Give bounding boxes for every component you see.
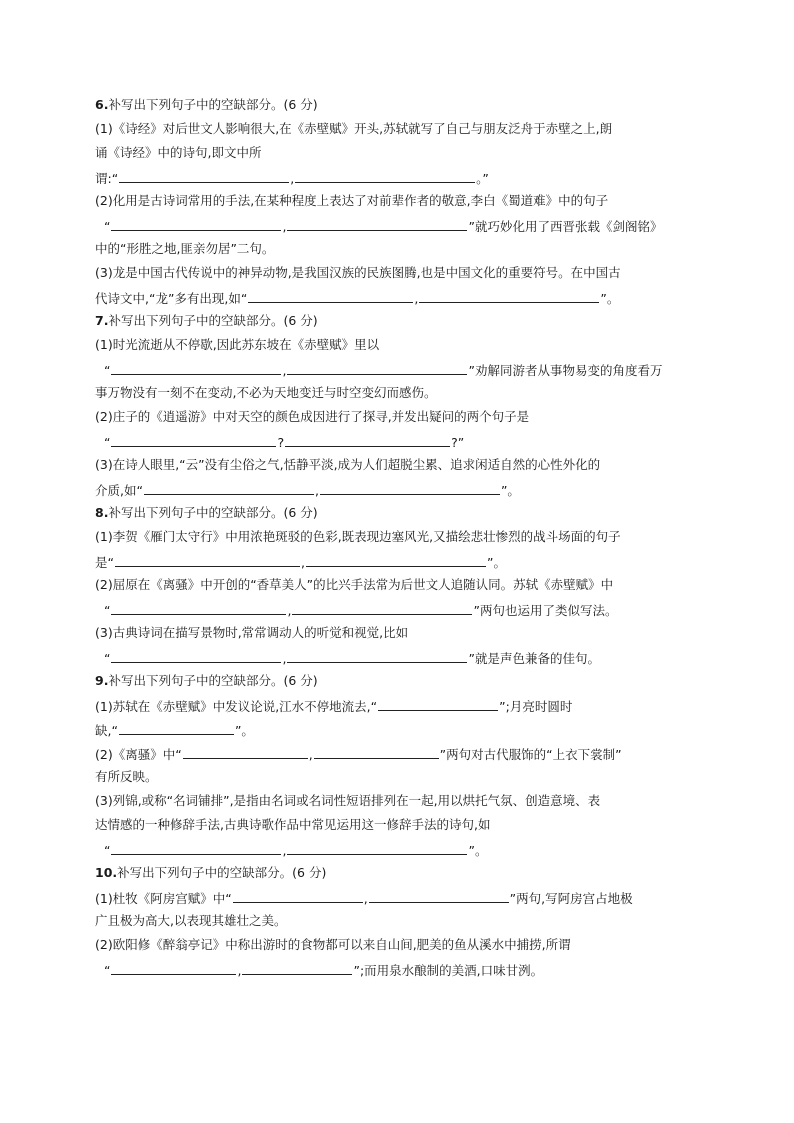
answer-blank[interactable]	[111, 601, 286, 615]
text: 中的“形胜之地,匪亲勿居”二句。	[95, 241, 275, 256]
text: (3)古典诗词在描写景物时,常常调动人的听觉和视觉,比如	[95, 625, 409, 640]
answer-blank[interactable]	[242, 961, 352, 975]
q7-item3-line1	[95, 457, 705, 481]
question-number: 9.	[95, 673, 109, 688]
text: ?”	[451, 435, 465, 450]
text: “	[104, 603, 111, 618]
answer-blank[interactable]	[287, 217, 467, 231]
answer-blank[interactable]	[111, 361, 281, 375]
answer-blank[interactable]	[285, 433, 450, 447]
text: ,	[314, 483, 319, 498]
q7-item1-line3	[95, 385, 705, 409]
q6-item2-line1	[95, 193, 705, 217]
q9-item3-line2	[95, 817, 705, 841]
text: 广且极为高大,以表现其雄壮之美。	[95, 913, 287, 928]
q8-item3-line2	[95, 649, 705, 673]
text: “	[104, 363, 111, 378]
q9-item1-line2	[95, 721, 705, 745]
question-7-heading	[95, 313, 705, 337]
text: ,	[282, 363, 287, 378]
text: (3)在诗人眼里,“云”没有尘俗之气,恬静平淡,成为人们超脱尘累、追求闲适自然的心性外化的	[95, 457, 601, 472]
text: (1)苏轼在《赤壁赋》中发议论说,江水不停地流去,“	[95, 699, 378, 714]
answer-blank[interactable]	[111, 649, 281, 663]
q8-item2-line2	[95, 601, 705, 625]
answer-blank[interactable]	[287, 841, 467, 855]
answer-blank[interactable]	[111, 841, 281, 855]
text: ”两句对古代服饰的“上衣下裳制”	[439, 747, 622, 762]
answer-blank[interactable]	[378, 697, 498, 711]
q7-item2-line2	[95, 433, 705, 457]
text: ?	[277, 435, 285, 450]
q6-item3-line2	[95, 289, 705, 313]
question-number: 7.	[95, 313, 109, 328]
text: ”就巧妙化用了西晋张载《剑阁铭》	[468, 219, 663, 234]
text: ”;而用泉水酿制的美酒,口味甘洌。	[353, 963, 544, 978]
text: ,	[282, 843, 287, 858]
text: ,	[282, 219, 287, 234]
text: ,	[237, 963, 242, 978]
q9-item1-line1	[95, 697, 705, 721]
q9-item2-line1	[95, 745, 705, 769]
text: (2)《离骚》中“	[95, 747, 182, 762]
text: (2)化用是古诗词常用的手法,在某种程度上表达了对前辈作者的敬意,李白《蜀道难》中的句子	[95, 193, 609, 208]
text: “	[104, 843, 111, 858]
answer-blank[interactable]	[119, 721, 234, 735]
q6-item1-line1	[95, 121, 705, 145]
text: ”。	[468, 843, 488, 858]
text: “	[104, 651, 111, 666]
text: ”。	[234, 723, 254, 738]
q10-item2-line1	[95, 937, 705, 961]
q7-item1-line2	[95, 361, 705, 385]
text: (1)时光流逝从不停歇,因此苏东坡在《赤壁赋》里以	[95, 337, 380, 352]
text: 谓:“	[95, 171, 119, 186]
answer-blank[interactable]	[320, 481, 500, 495]
text: (3)列锦,或称“名词铺排”,是指由名词或名词性短语排列在一起,用以烘托气氛、创造意境、表	[95, 793, 601, 808]
text: (2)欧阳修《醉翁亭记》中称出游时的食物都可以来自山间,肥美的鱼从溪水中捕捞,所谓	[95, 937, 571, 952]
text: ,	[414, 291, 419, 306]
text: (1)李贺《雁门太守行》中用浓艳斑驳的色彩,既表现边塞风光,又描绘悲壮惨烈的战斗场面的句子	[95, 529, 621, 544]
text: ”就是声色兼备的佳句。	[468, 651, 600, 666]
answer-blank[interactable]	[111, 217, 281, 231]
answer-blank[interactable]	[287, 649, 467, 663]
question-number: 6.	[95, 97, 109, 112]
text: (3)龙是中国古代传说中的神异动物,是我国汉族的民族图腾,也是中国文化的重要符号。在中国古	[95, 265, 621, 280]
text: ,	[287, 603, 292, 618]
text: 达情感的一种修辞手法,古典诗歌作品中常见运用这一修辞手法的诗句,如	[95, 817, 491, 832]
q7-item2-line1	[95, 409, 705, 433]
text: (1)杜牧《阿房宫赋》中“	[95, 891, 232, 906]
answer-blank[interactable]	[119, 169, 289, 183]
answer-blank[interactable]	[248, 289, 413, 303]
text: ”。	[486, 555, 506, 570]
q7-item1-line1	[95, 337, 705, 361]
answer-blank[interactable]	[419, 289, 599, 303]
question-8-heading	[95, 505, 705, 529]
q10-item1-line1	[95, 889, 705, 913]
q6-item1-line3	[95, 169, 705, 193]
q6-item2-line2	[95, 217, 705, 241]
text: ”。	[500, 483, 520, 498]
text: (1)《诗经》对后世文人影响很大,在《赤壁赋》开头,苏轼就写了自己与朋友泛舟于赤壁之上,朗	[95, 121, 613, 136]
text: ”;月亮时圆时	[499, 699, 573, 714]
text: ,	[308, 747, 313, 762]
question-10-heading	[95, 865, 705, 889]
q9-item3-line1	[95, 793, 705, 817]
answer-blank[interactable]	[369, 889, 509, 903]
answer-blank[interactable]	[306, 553, 486, 567]
answer-blank[interactable]	[287, 361, 467, 375]
q6-item3-line1	[95, 265, 705, 289]
answer-blank[interactable]	[183, 745, 308, 759]
text: “	[104, 219, 111, 234]
text: ”两句也运用了类似写法。	[473, 603, 618, 618]
q7-item3-line2	[95, 481, 705, 505]
answer-blank[interactable]	[115, 553, 300, 567]
q8-item3-line1	[95, 625, 705, 649]
q8-item1-line1	[95, 529, 705, 553]
answer-blank[interactable]	[292, 601, 472, 615]
text: “	[104, 963, 111, 978]
answer-blank[interactable]	[144, 481, 314, 495]
q8-item1-line2	[95, 553, 705, 577]
question-9-heading	[95, 673, 705, 697]
question-title: 补写出下列句子中的空缺部分。(6 分)	[108, 673, 318, 688]
text: 介质,如“	[95, 483, 143, 498]
text: ,	[300, 555, 305, 570]
q10-item1-line2	[95, 913, 705, 937]
answer-blank[interactable]	[314, 745, 439, 759]
text: (2)庄子的《逍遥游》中对天空的颜色成因进行了探寻,并发出疑问的两个句子是	[95, 409, 530, 424]
question-title: 补写出下列句子中的空缺部分。(6 分)	[108, 505, 318, 520]
exam-page	[95, 97, 705, 985]
text: ”两句,写阿房宫占地极	[509, 891, 633, 906]
text: 是“	[95, 555, 114, 570]
text: ”。	[600, 291, 620, 306]
question-title: 补写出下列句子中的空缺部分。(6 分)	[117, 865, 327, 880]
text: (2)屈原在《离骚》中开创的“香草美人”的比兴手法常为后世文人追随认同。苏轼《赤壁赋》中	[95, 577, 614, 592]
text: ,	[282, 651, 287, 666]
q8-item2-line1	[95, 577, 705, 601]
q6-item2-line3	[95, 241, 705, 265]
answer-blank[interactable]	[295, 169, 475, 183]
text: “	[104, 435, 111, 450]
question-number: 10.	[95, 865, 118, 880]
q10-item2-line2	[95, 961, 705, 985]
text: 。”	[476, 171, 489, 186]
text: ,	[290, 171, 295, 186]
text: ”劝解同游者从事物易变的角度看万	[468, 363, 663, 378]
text: ,	[363, 891, 368, 906]
question-title: 补写出下列句子中的空缺部分。(6 分)	[108, 97, 318, 112]
q9-item3-line3	[95, 841, 705, 865]
text: 缺,“	[95, 723, 118, 738]
question-6-heading	[95, 97, 705, 121]
question-number: 8.	[95, 505, 109, 520]
text: 诵《诗经》中的诗句,即文中所	[95, 145, 262, 160]
answer-blank[interactable]	[111, 961, 236, 975]
question-title: 补写出下列句子中的空缺部分。(6 分)	[108, 313, 318, 328]
text: 事万物没有一刻不在变动,不必为天地变迁与时空变幻而感伤。	[95, 385, 437, 400]
answer-blank[interactable]	[233, 889, 363, 903]
q9-item2-line2	[95, 769, 705, 793]
answer-blank[interactable]	[111, 433, 276, 447]
q6-item1-line2	[95, 145, 705, 169]
text: 代诗文中,“龙”多有出现,如“	[95, 291, 248, 306]
text: 有所反映。	[95, 769, 158, 784]
